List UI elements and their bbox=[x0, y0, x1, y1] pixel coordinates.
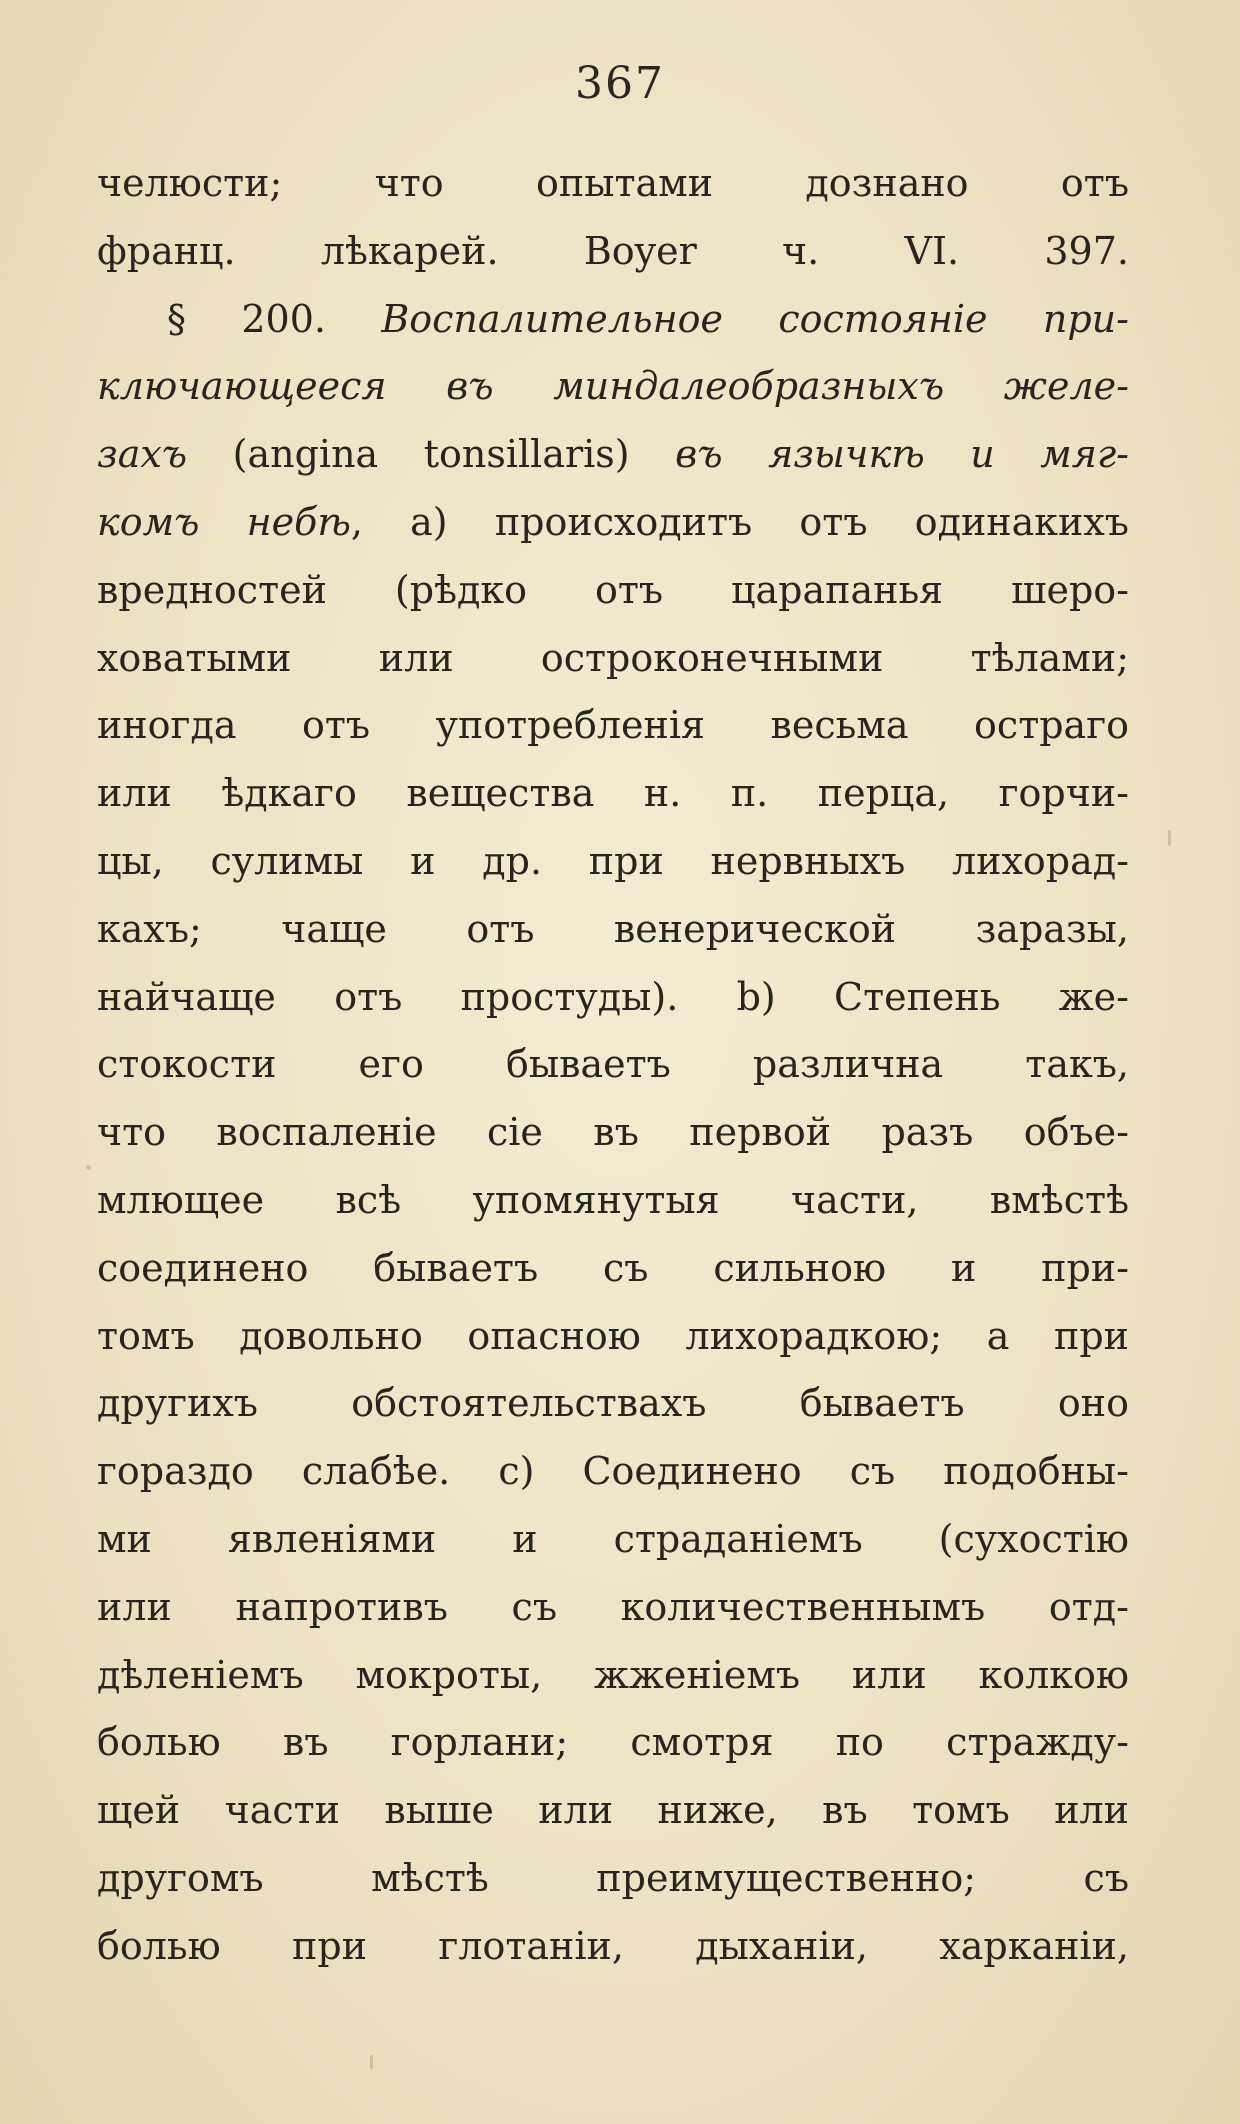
text-segment: другомъ мѣстѣ преимущественно; съ bbox=[97, 1855, 1129, 1900]
text-segment: или ѣдкаго вещества н. п. перца, горчи- bbox=[97, 771, 1129, 816]
text-segment: захъ bbox=[97, 432, 188, 477]
text-line bbox=[97, 1099, 1129, 1167]
text-segment: иногда отъ употребленiя весьма остраго bbox=[97, 703, 1129, 748]
text-line bbox=[97, 692, 1129, 760]
text-segment: другихъ обстоятельствахъ бываетъ оно bbox=[97, 1381, 1129, 1426]
text-line bbox=[97, 1438, 1129, 1506]
text-line bbox=[97, 1167, 1129, 1235]
text-line bbox=[97, 150, 1129, 218]
text-line bbox=[97, 1709, 1129, 1777]
text-segment: комъ небѣ bbox=[97, 499, 351, 544]
text-segment: Воспалительное состоянiе при- bbox=[381, 296, 1129, 341]
text-line bbox=[97, 1913, 1129, 1981]
text-segment: млющее всѣ упомянутыя части, вмѣстѣ bbox=[97, 1177, 1129, 1222]
paper-speck bbox=[86, 1165, 91, 1170]
text-segment: кахъ; чаще отъ венерической заразы, bbox=[97, 906, 1129, 951]
text-segment: цы, сулимы и др. при нервныхъ лихорад- bbox=[97, 838, 1129, 883]
text-line bbox=[97, 1235, 1129, 1303]
text-line bbox=[97, 828, 1129, 896]
text-segment: (angina tonsillaris) bbox=[187, 432, 676, 477]
text-segment: болью въ горлани; смотря по стражду- bbox=[97, 1720, 1129, 1765]
text-line bbox=[97, 1845, 1129, 1913]
text-line bbox=[97, 1777, 1129, 1845]
text-line bbox=[97, 1370, 1129, 1438]
text-segment: или напротивъ съ количественнымъ отд- bbox=[97, 1584, 1129, 1629]
text-line bbox=[97, 218, 1129, 286]
text-line bbox=[97, 1031, 1129, 1099]
body-text bbox=[97, 150, 1129, 1981]
text-segment: стокости его бываетъ различна такъ, bbox=[97, 1042, 1129, 1087]
paper-speck bbox=[1168, 830, 1171, 846]
text-segment: томъ довольно опасною лихорадкою; а при bbox=[97, 1313, 1129, 1358]
text-line bbox=[97, 964, 1129, 1032]
text-line bbox=[97, 286, 1129, 354]
text-segment: дѣленiемъ мокроты, жженiемъ или колкою bbox=[97, 1652, 1129, 1697]
text-line bbox=[97, 421, 1129, 489]
text-segment: гораздо слабѣе. с) Соединено съ подобны- bbox=[97, 1449, 1129, 1494]
text-segment: § 200. bbox=[167, 296, 382, 341]
text-segment: вредностей (рѣдко отъ царапанья шеро- bbox=[97, 567, 1129, 612]
text-segment: найчаще отъ простуды). b) Степень же- bbox=[97, 974, 1129, 1019]
text-line bbox=[97, 760, 1129, 828]
text-segment: въ язычкѣ и мяг- bbox=[675, 432, 1129, 477]
text-segment: франц. лѣкарей. Boyer ч. VI. 397. bbox=[97, 228, 1129, 273]
text-line bbox=[97, 353, 1129, 421]
text-line bbox=[97, 489, 1129, 557]
text-segment: , а) происходитъ отъ одинакихъ bbox=[350, 499, 1129, 544]
text-line bbox=[97, 625, 1129, 693]
text-segment: ховатыми или остроконечными тѣлами; bbox=[97, 635, 1129, 680]
text-segment: соединено бываетъ съ сильною и при- bbox=[97, 1245, 1129, 1290]
text-line bbox=[97, 896, 1129, 964]
text-segment: челюсти; что опытами дознано отъ bbox=[97, 161, 1129, 205]
text-line bbox=[97, 557, 1129, 625]
text-segment: ключающееся въ миндалеобразныхъ желе- bbox=[97, 364, 1129, 409]
paper-speck bbox=[370, 2055, 373, 2069]
text-segment: щей части выше или ниже, въ томъ или bbox=[97, 1788, 1129, 1833]
text-line bbox=[97, 1506, 1129, 1574]
text-segment: что воспаленiе сiе въ первой разъ объе- bbox=[97, 1110, 1129, 1155]
text-line bbox=[97, 1642, 1129, 1710]
text-segment: болью при глотанiи, дыханiи, харканiи, bbox=[97, 1923, 1129, 1968]
text-line bbox=[97, 1303, 1129, 1371]
text-line bbox=[97, 1574, 1129, 1642]
text-segment: ми явленiями и страданiемъ (сухостiю bbox=[97, 1516, 1129, 1561]
page-number: 367 bbox=[575, 58, 665, 109]
